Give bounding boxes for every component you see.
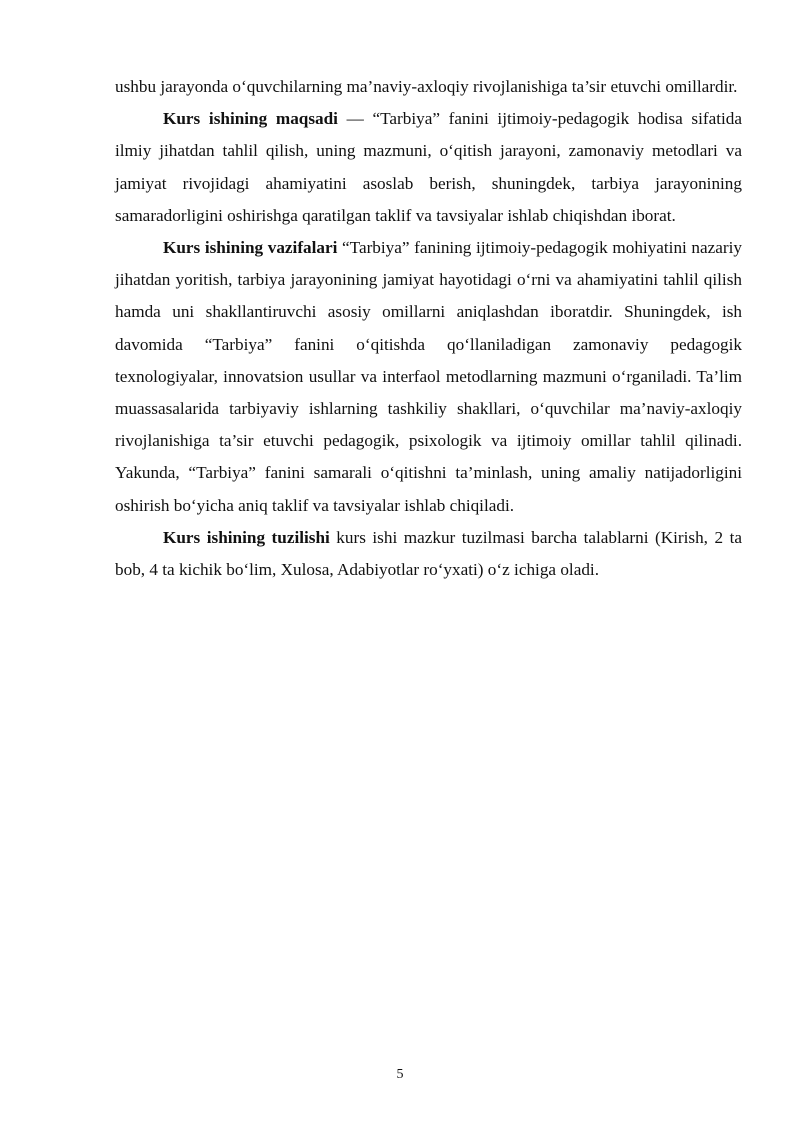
paragraph-structure: [115, 522, 742, 586]
paragraph-text: ushbu jarayonda o‘quvchilarning ma’naviy-axloqiy rivojlanishiga ta’sir etuvchi omillardir.: [115, 77, 738, 96]
paragraph-text: kurs ishi mazkur tuzilmasi barcha talablarni (Kirish, 2 ta bob, 4 ta kichik bo‘lim, Xulosa, Adabiyotlar ro‘yxati) o‘z ichiga oladi.: [115, 527, 742, 580]
paragraph-text: — “Tarbiya” fanini ijtimoiy-pedagogik hodisa sifatida ilmiy jihatdan tahlil qilish, uning mazmuni, o‘qitish jarayoni, zamonaviy metodlari va jamiyat rivojidagi ahamiyatini asoslab berish, shuningdek, tarbiya jarayonining samaradorligini oshirishga qaratilgan taklif va tavsiyalar ishlab chiqishdan iborat.: [115, 109, 742, 225]
paragraph-tasks: [115, 232, 742, 522]
page-number: 5: [396, 1067, 404, 1082]
paragraph-continuation: [115, 71, 742, 103]
paragraph-lead-goal: Kurs ishining maqsadi: [163, 109, 338, 129]
paragraph-text: “Tarbiya” fanining ijtimoiy-pedagogik mohiyatini nazariy jihatdan yoritish, tarbiya jarayonining jamiyat hayotidagi o‘rni va ahamiyatini tahlil qilish hamda uni shakllantiruvchi asosiy omillarni aniqlashdan iboratdir. Shuningdek, ish davomida “Tarbiya” fanini o‘qitishda qo‘llaniladigan zamonaviy pedagogik texnologiyalar, innovatsion usullar va interfaol metodlarning mazmuni o‘rganiladi. Ta’lim muassasalarida tarbiyaviy ishlarning tashkiliy shakllari, o‘quvchilar ma’naviy-axloqiy rivojlanishiga ta’sir etuvchi pedagogik, psixologik va ijtimoiy omillar tahlil qilinadi. Yakunda, “Tarbiya” fanini samarali o‘qitishni ta’minlash, uning amaliy natijadorligini oshirish bo‘yicha aniq taklif va tavsiyalar ishlab chiqiladi.: [115, 238, 742, 515]
body-text: [115, 71, 742, 586]
paragraph-goal: [115, 103, 742, 232]
paragraph-lead-structure: Kurs ishining tuzilishi: [163, 527, 330, 547]
paragraph-lead-tasks: Kurs ishining vazifalari: [163, 238, 338, 258]
